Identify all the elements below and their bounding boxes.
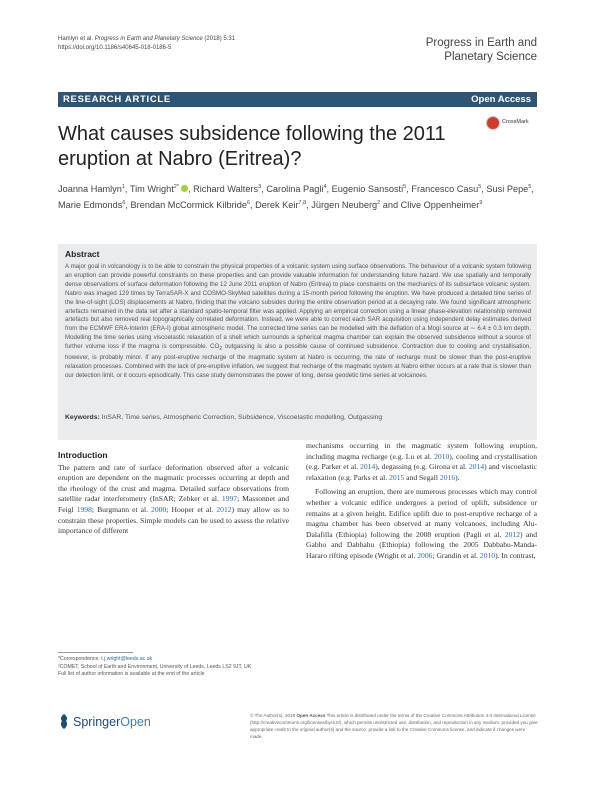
author-name: Derek Keir <box>255 200 299 211</box>
open-access-label: Open Access <box>471 94 531 105</box>
abstract-text-part-2: outgassing is also a possible cause of continued subsidence. Contraction due to cooling and crystallisation, however, is probably minor. If any post-eruptive recharge of the magmatic system at Nabro is occurring, the rate of recharge must be slower than the post-eruptive relaxation processes. Combined with the lack of pre-eruptive inflation, we suggest that recharge of the magmatic system at Nabro either occurs at a rate that is slower than our detection limit, or it occurs episodically. This case study demonstrates the power of long, dense geodetic time series at volcanoes. <box>65 343 531 380</box>
body-text: ). In contrast, <box>495 550 536 560</box>
author-name: Jürgen Neuberg <box>311 200 378 211</box>
introduction-paragraph-1 <box>58 463 289 537</box>
author-affiliation: 7,8 <box>298 200 307 207</box>
citation-year-volume: (2018) 5:31 <box>202 36 236 42</box>
author-affiliation: 6 <box>122 200 126 207</box>
author-name: Brendan McCormick Kilbride <box>130 200 247 211</box>
correspondence-label: *Correspondence: <box>58 656 102 662</box>
publisher-name <box>73 715 151 729</box>
license-text <box>250 712 538 740</box>
citation-header <box>58 35 235 53</box>
body-text: mechanisms occurring in the magmatic system following eruption, including magma recharge (e.g. Lu et al. <box>306 441 537 461</box>
author-name: Eugenio Sansosti <box>331 184 404 195</box>
springer-horse-icon <box>58 713 70 730</box>
citation-link[interactable]: 1998 <box>76 504 92 514</box>
author-name: Joanna Hamlyn <box>58 184 122 195</box>
abstract-text <box>65 263 531 381</box>
author-affiliation: 9 <box>479 200 483 207</box>
introduction-heading: Introduction <box>58 450 108 460</box>
author-name: Clive Oppenheimer <box>400 200 480 211</box>
publisher-name-part-1: Springer <box>73 715 121 729</box>
author-name: Tim Wright <box>129 184 174 195</box>
citation-link[interactable]: 2006 <box>417 550 433 560</box>
body-text: Following an eruption, there are numerous processes which may control whether a volcanic edifice undergoes a period of uplift, subsidence or remains at a given height. Edifice uplift due to post-eruptive recharge of a magma chamber has been observed at many volcanoes, including Alu-Dalafilla (Ethiopia) following the 2008 eruption (Pagli et al. <box>306 487 537 539</box>
citation-link[interactable]: 2014 <box>468 462 485 472</box>
body-text: ), degassing (e.g. Girona et al. <box>375 462 469 472</box>
citation-link[interactable]: 2000 <box>151 504 167 514</box>
citation-authors: Hamlyn et al. <box>58 36 95 42</box>
journal-name <box>426 36 537 64</box>
author-affiliation: 2 <box>377 200 381 207</box>
license-lead: © The Author(s). 2018 <box>250 713 297 718</box>
abstract-heading: Abstract <box>65 249 100 259</box>
journal-name-line-1: Progress in Earth and <box>425 37 537 49</box>
author-name: Richard Walters <box>193 184 259 195</box>
body-column-right <box>306 441 537 566</box>
body-text: and Segall <box>404 472 440 482</box>
author-affiliation: 6 <box>246 200 250 207</box>
keywords-label: Keywords: <box>65 414 100 421</box>
citation-link[interactable]: 2015 <box>389 472 405 482</box>
license-open-access: Open Access <box>296 713 326 718</box>
article-type-label: RESEARCH ARTICLE <box>63 94 171 105</box>
author-affiliation: 1 <box>121 184 125 190</box>
body-text: The pattern and rate of surface deformation observed after a volcanic eruption are dependent on the magmatic processes occurring at depth and the rheology of the crust and magma. Detailed surface observations from satellite radar interferometry (InSAR; Zebker et al. <box>58 462 289 504</box>
author-affiliation: 3 <box>258 184 262 190</box>
body-text: ). <box>455 472 460 482</box>
body-column-left <box>58 450 289 541</box>
keywords-text: InSAR, Time series, Atmospheric Correction, Subsidence, Viscoelastic modelling, Outgassing <box>101 414 383 421</box>
author-affiliation: 4 <box>323 184 327 190</box>
keywords <box>65 414 531 421</box>
citation-link[interactable]: 2016 <box>439 472 456 482</box>
introduction-paragraph-2 <box>306 487 537 561</box>
author-affiliation: 2* <box>173 184 179 190</box>
footnotes <box>58 656 289 679</box>
citation-link[interactable]: 2014 <box>360 462 376 472</box>
body-text: ), cooling and crystallisation (e.g. Parker et al. <box>306 451 538 472</box>
body-text: ; Hooper et al. <box>166 504 217 514</box>
citation-link[interactable]: 1997 <box>221 494 238 504</box>
author-name: Francesco Casu <box>411 184 479 195</box>
body-text: ; Grandin et al. <box>432 550 480 560</box>
body-text: ) and viscoelastic relaxation (e.g. Parks et al. <box>306 462 537 482</box>
springer-open-logo <box>58 713 168 733</box>
citation-doi[interactable]: https://doi.org/10.1186/s40645-018-0186-5 <box>58 45 172 51</box>
author-info-note: Full list of author information is available at the end of the article <box>58 671 205 678</box>
body-text: ) may allow us to constrain these properties. Simple models can be used to assess the relative importance of different <box>58 504 289 536</box>
journal-name-line-2: Planetary Science <box>444 51 537 63</box>
orcid-icon[interactable] <box>181 185 188 192</box>
crossmark-icon <box>486 116 500 130</box>
author-affiliation: 5 <box>478 184 482 190</box>
article-title: What causes subsidence following the 2011 eruption at Nabro (Eritrea)? <box>58 123 446 170</box>
license-body: This article is distributed under the terms of the Creative Commons Attribution 4.0 International License (http://creativecommons.org/licenses/by/4.0/), which permits unrestricted use, distribution, and reproduction in any medium, provided you give appropriate credit to the original author(s) and the source, provide a link to the Creative Commons license, and indicate if changes were made. <box>250 713 538 739</box>
author-name: Carolina Pagli <box>266 184 324 195</box>
body-text: ) and Gabho and Dabbahu (Ethiopia) following the 2005 Dabbahu-Manda-Hararo rifting episode (Wright et al. <box>306 529 537 560</box>
author-list: Joanna Hamlyn$^1$, Tim Wright$^{2*}$ , Richard Walters$^3$, Carolina Pagli$^4$, Eugenio Sansosti$^5$, Francesco Casu$^5$, Susi Pepe$^5$, Marie Edmonds$^6$, Brendan McCormick Kilbride$^6$, Derek Keir$^{7,8}$, Jürgen Neuberg$^2$ and Clive Oppenheimer$^9$ <box>58 184 534 211</box>
citation-journal: Progress in Earth and Planetary Science <box>94 36 203 42</box>
correspondence-email[interactable]: t.j.wright@leeds.ac.uk <box>101 656 153 662</box>
author-affiliation: 5 <box>403 184 407 190</box>
author-affiliation: 5 <box>528 184 532 190</box>
introduction-paragraph-1-continued <box>306 441 537 483</box>
author-name: Susi Pepe <box>486 184 529 195</box>
body-text: ; Massonnet and Feigl <box>58 494 289 514</box>
crossmark-badge[interactable] <box>486 116 536 142</box>
publisher-name-part-2: Open <box>120 715 151 729</box>
citation-link[interactable]: 2012 <box>504 529 521 539</box>
crossmark-label: CrossMark <box>502 119 529 125</box>
affiliation-note: ²COMET, School of Earth and Environment, University of Leeds, Leeds LS2 9JT, UK <box>58 663 252 670</box>
citation-link[interactable]: 2012 <box>216 504 232 514</box>
citation-link[interactable]: 2010 <box>479 550 496 560</box>
abstract-text-part-1: A major goal in volcanology is to be able to constrain the physical properties of a volcanic system using surface observations. The behaviour of a volcanic system following an eruption can provide powerful constraints on these properties and can provide valuable information for understanding future hazard. We use spatially and temporally dense observations of surface deformation following the 12 June 2011 eruption of Nabro (Eritrea) to place constraints on the mechanics of its subsurface volcanic system. Nabro was imaged 129 times by TerraSAR-X and COSMO-SkyMed satellites during a 15-month period following the eruption. We have produced a detailed time series of the line-of-sight (LOS) displacements at Nabro, finding that the volcano subsides during the entire observation period at a decaying rate. We found significant atmospheric artefacts remained in the data set after a standard spatio-temporal filter was applied. Applying an empirical correction using a linear phase-elevation relationship removed artefacts but also removed real topographically correlated deformation. Instead, we were able to correct each SAR acquisition using independent delay estimates derived from the ECMWF ERA-Interim (ERA-I) global atmospheric model. The corrected time series can be modelled with the deflation of a Mogi source at ∼ 6.4 ± 0.3 km depth. Modelling the time series using viscoelastic relaxation of a shell which surrounds a spherical magma chamber can explain the observed subsidence without a source of further volume loss if the magma is compressible. CO <box>65 263 531 351</box>
author-name: Marie Edmonds <box>58 200 123 211</box>
footnote-divider <box>58 652 133 653</box>
citation-link[interactable]: 2010 <box>434 451 450 461</box>
article-type-banner <box>58 92 537 107</box>
body-text: ; Burgmann et al. <box>91 504 152 514</box>
correspondence-note <box>58 656 289 664</box>
abstract-co2-subscript: 2 <box>219 346 223 353</box>
